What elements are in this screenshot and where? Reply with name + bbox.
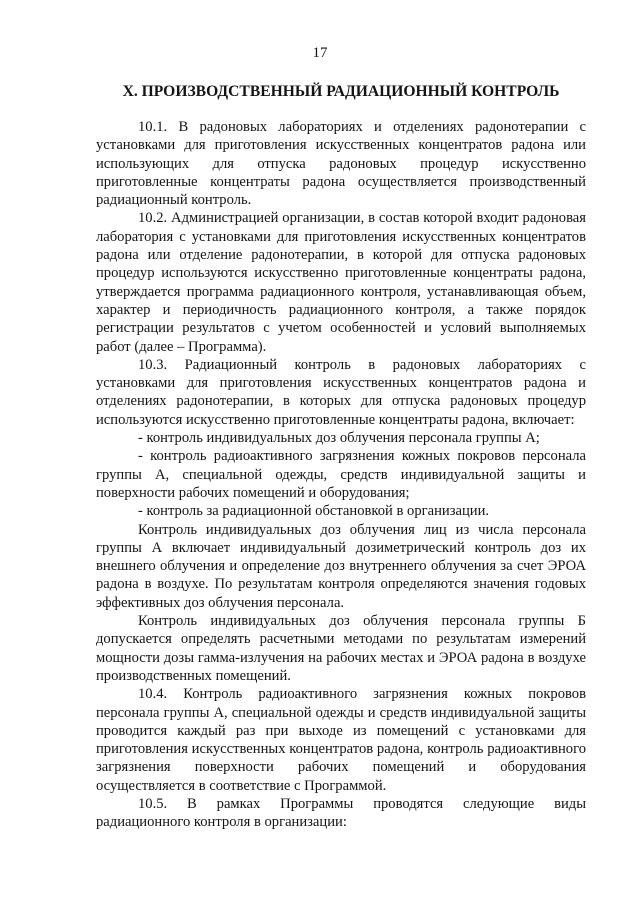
paragraph-10-3: 10.3. Радиационный контроль в радоновых лабораториях с установками для приготовления искусственных концентратов радона и отделениях радонотерапии, в которых для отпуска радоновых процедур используются искусственно приготовленные концентраты радона, включает:: [96, 356, 586, 428]
paragraph-group-a-control: Контроль индивидуальных доз облучения лиц из числа персонала группы А включает индивидуальный дозиметрический контроль доз их внешнего облучения и определение доз внутреннего облучения за счет ЭРОА радона в воздухе. По результатам контроля определяются значения годовых эффективных доз облучения персонала.: [96, 521, 586, 611]
page-number: 17: [312, 45, 328, 61]
paragraph-10-4: 10.4. Контроль радиоактивного загрязнения кожных покровов персонала группы А, специальной одежды и средств индивидуальной защиты проводится каждый раз при выходе из помещений с установками для приготовления искусственных концентратов радона, контроль радиоактивного загрязнения поверхности рабочих помещений и оборудования осуществляется в соответствие с Программой.: [96, 686, 586, 794]
paragraph-group-b-control: Контроль индивидуальных доз облучения персонала группы Б допускается определять расчетными методами по результатам измерений мощности дозы гамма-излучения на рабочих местах и ЭРОА радона в воздухе производственных помещений.: [96, 613, 586, 684]
document-body: [96, 118, 586, 832]
paragraph-10-2: 10.2. Администрацией организации, в состав которой входит радоновая лаборатория с установками для приготовления искусственных концентратов радона или отделение радонотерапии, в которой для отпуска радоновых процедур используются искусственно приготовленные концентраты радона, утверждается программа радиационного контроля, устанавливающая объем, характер и периодичность радиационного контроля, а также порядок регистрации результатов с учетом особенностей и условий выполняемых работ (далее – Программа).: [96, 210, 586, 355]
paragraph-10-1: 10.1. В радоновых лабораториях и отделениях радонотерапии с установками для приготовления искусственных концентратов радона или использующих для отпуска радоновых процедур искусственно приготовленные концентраты радона осуществляется производственный радиационный контроль.: [96, 119, 586, 209]
section-heading: X. ПРОИЗВОДСТВЕННЫЙ РАДИАЦИОННЫЙ КОНТРОЛЬ: [122, 83, 560, 100]
paragraph-10-5: 10.5. В рамках Программы проводятся следующие виды радиационного контроля в организации:: [96, 795, 586, 831]
list-item-contamination: - контроль радиоактивного загрязнения кожных покровов персонала группы А, специальной одежды, средств индивидуальной защиты и поверхности рабочих помещений и оборудования;: [96, 448, 586, 501]
list-item-individual-doses: - контроль индивидуальных доз облучения персонала группы А;: [138, 430, 540, 447]
list-item-radiation-situation: - контроль за радиационной обстановкой в организации.: [138, 503, 490, 520]
